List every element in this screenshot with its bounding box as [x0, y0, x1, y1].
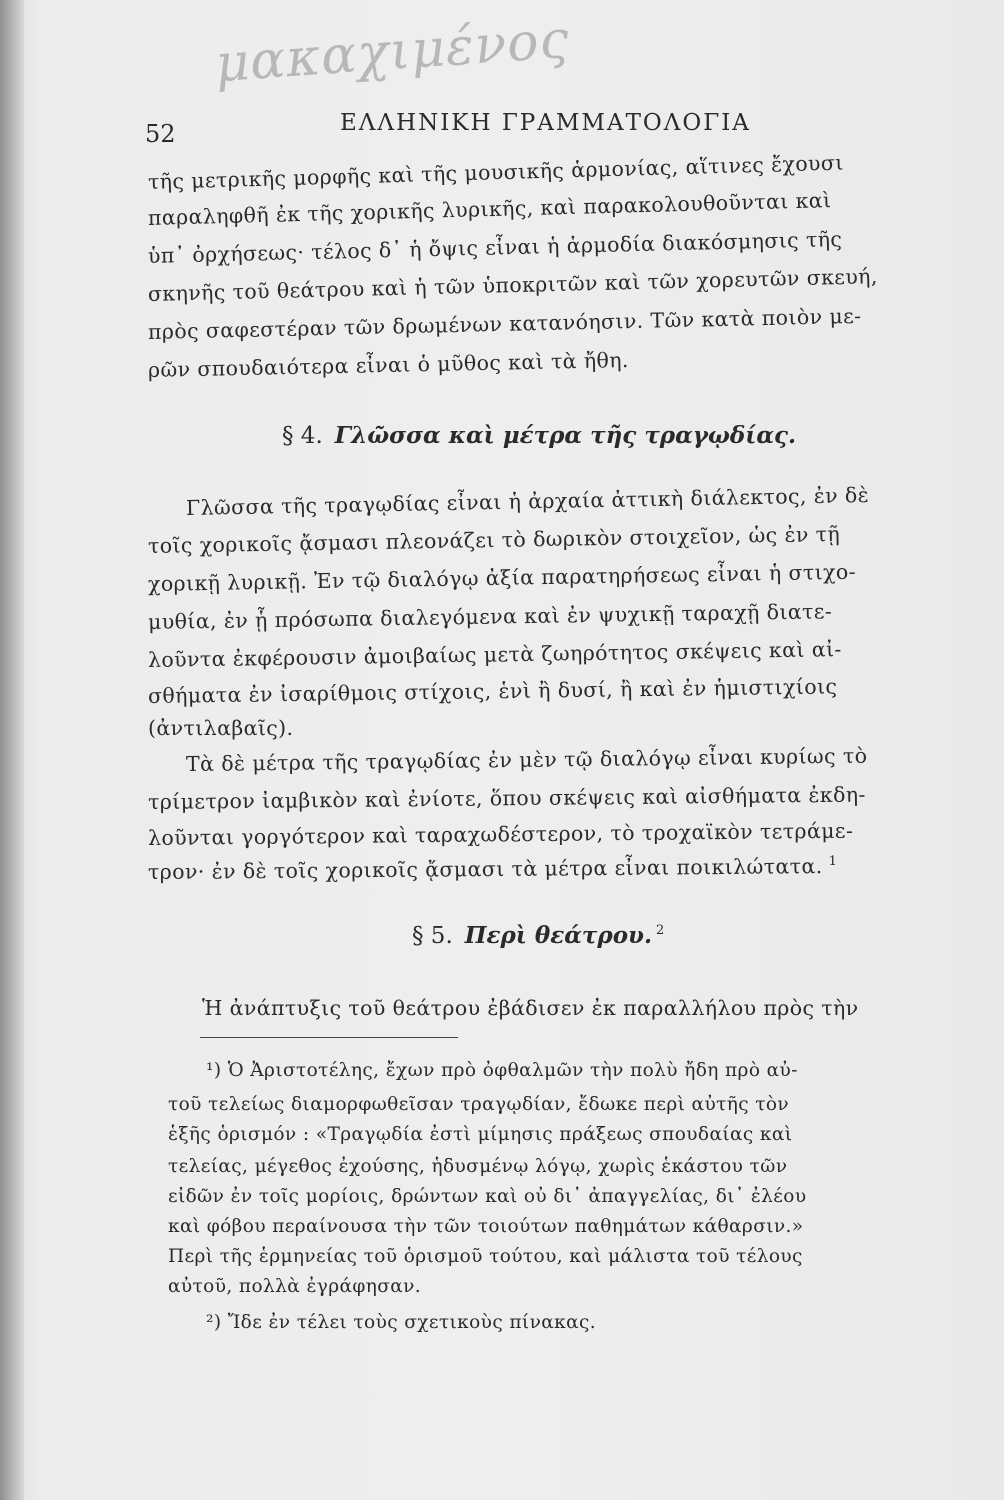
footnote-line: τελείας, μέγεθος ἐχούσης, ἡδυσμένῳ λόγῳ, χωρὶς ἑκάστου τῶν: [168, 1156, 788, 1177]
text-line: τῆς μετρικῆς μορφῆς καὶ τῆς μουσικῆς ἁρμονίας, αἵτινες ἔχουσι: [147, 150, 845, 194]
footnote-line: εἰδῶν ἐν τοῖς μορίοις, δρώντων καὶ οὐ δι᾽ ἀπαγγελίας, δι᾽ ἐλέου: [168, 1186, 807, 1207]
text-line: λοῦνται γοργότερον καὶ ταραχωδέστερον, τὸ τροχαϊκὸν τετράμε-: [147, 818, 854, 850]
text-line: Τὰ δὲ μέτρα τῆς τραγῳδίας ἐν μὲν τῷ διαλόγῳ εἶναι κυρίως τὸ: [185, 743, 868, 776]
section-title: Γλῶσσα καὶ μέτρα τῆς τραγῳδίας.: [334, 422, 797, 449]
section-heading-4: [282, 422, 796, 449]
text-line: σκηνῆς τοῦ θεάτρου καὶ ἡ τῶν ὑποκριτῶν καὶ τῶν χορευτῶν σκευή,: [147, 264, 879, 306]
text-line-content: τρον· ἐν δὲ τοῖς χορικοῖς ᾄσμασι τὰ μέτρα εἶναι ποικιλώτατα.: [147, 854, 823, 884]
text-line: τρίμετρον ἰαμβικὸν καὶ ἐνίοτε, ὅπου σκέψεις καὶ αἰσθήματα ἐκδη-: [147, 782, 866, 814]
section-number: § 4.: [282, 423, 323, 449]
text-line: λοῦντα ἐκφέρουσιν ἀμοιβαίως μετὰ ζωηρότητος σκέψεις καὶ αἰ-: [147, 637, 842, 672]
text-line: Γλῶσσα τῆς τραγῳδίας εἶναι ἡ ἀρχαία ἀττικὴ διάλεκτος, ἐν δὲ: [185, 482, 870, 520]
text-line: (ἀντιλαβαῖς).: [148, 716, 294, 740]
text-line: παραληφθῆ ἐκ τῆς χορικῆς λυρικῆς, καὶ παρακολουθοῦνται καὶ: [147, 188, 832, 230]
footnote-line: ²) Ἴδε ἐν τέλει τοὺς σχετικοὺς πίνακας.: [206, 1312, 597, 1333]
page-number: 52: [145, 120, 176, 148]
text-line: μυθία, ἐν ᾗ πρόσωπα διαλεγόμενα καὶ ἐν ψυχικῇ ταραχῇ διατε-: [147, 599, 833, 634]
text-line: ρῶν σπουδαιότερα εἶναι ὁ μῦθος καὶ τὰ ἤθη.: [147, 347, 630, 382]
section-heading-5: [412, 922, 664, 949]
handwritten-note: μακαχιμένος: [213, 9, 572, 95]
footnote-marker: 2: [656, 923, 665, 939]
text-line: [148, 854, 837, 884]
text-line: τοῖς χορικοῖς ᾄσμασι πλεονάζει τὸ δωρικὸν στοιχεῖον, ὡς ἐν τῇ: [147, 521, 841, 558]
section-number: § 5.: [412, 923, 453, 949]
page-header: [140, 102, 760, 148]
footnote-line: ¹) Ὁ Ἀριστοτέλης, ἔχων πρὸ ὀφθαλμῶν τὴν πολὺ ἤδη πρὸ αὐ-: [206, 1060, 798, 1081]
running-title: ΕΛΛΗΝΙΚΗ ΓΡΑΜΜΑΤΟΛΟΓΙΑ: [340, 110, 751, 136]
footnote-marker: 1: [828, 854, 838, 870]
text-line: χορικῇ λυρικῇ. Ἐν τῷ διαλόγῳ ἀξία παρατηρήσεως εἶναι ἡ στιχο-: [147, 559, 857, 596]
footnote-divider: [200, 1037, 458, 1038]
footnote-line: ἑξῆς ὁρισμόν : «Τραγῳδία ἐστὶ μίμησις πράξεως σπουδαίας καὶ: [168, 1124, 793, 1145]
footnote-line: τοῦ τελείως διαμορφωθεῖσαν τραγῳδίαν, ἔδωκε περὶ αὐτῆς τὸν: [168, 1094, 790, 1115]
footnote-line: καὶ φόβου περαίνουσα τὴν τῶν τοιούτων παθημάτων κάθαρσιν.»: [168, 1216, 804, 1237]
text-line: σθήματα ἐν ἰσαρίθμοις στίχοις, ἑνὶ ἢ δυσί, ἢ καὶ ἐν ἡμιστιχίοις: [147, 674, 838, 708]
binding-edge: [0, 0, 24, 1500]
footnote-line: Περὶ τῆς ἑρμηνείας τοῦ ὁρισμοῦ τούτου, καὶ μάλιστα τοῦ τέλους: [168, 1246, 803, 1267]
text-line: ὑπ᾽ ὀρχήσεως· τέλος δ᾽ ἡ ὄψις εἶναι ἡ ἁρμοδία διακόσμησις τῆς: [147, 227, 843, 268]
section-title: Περὶ θεάτρου.: [464, 922, 653, 949]
text-line: Ἡ ἀνάπτυξις τοῦ θεάτρου ἐβάδισεν ἐκ παραλλήλου πρὸς τὴν: [202, 996, 859, 1020]
text-line: πρὸς σαφεστέραν τῶν δρωμένων κατανόησιν. Τῶν κατὰ ποιὸν με-: [147, 303, 862, 344]
footnote-line: αὐτοῦ, πολλὰ ἐγράφησαν.: [168, 1276, 422, 1297]
